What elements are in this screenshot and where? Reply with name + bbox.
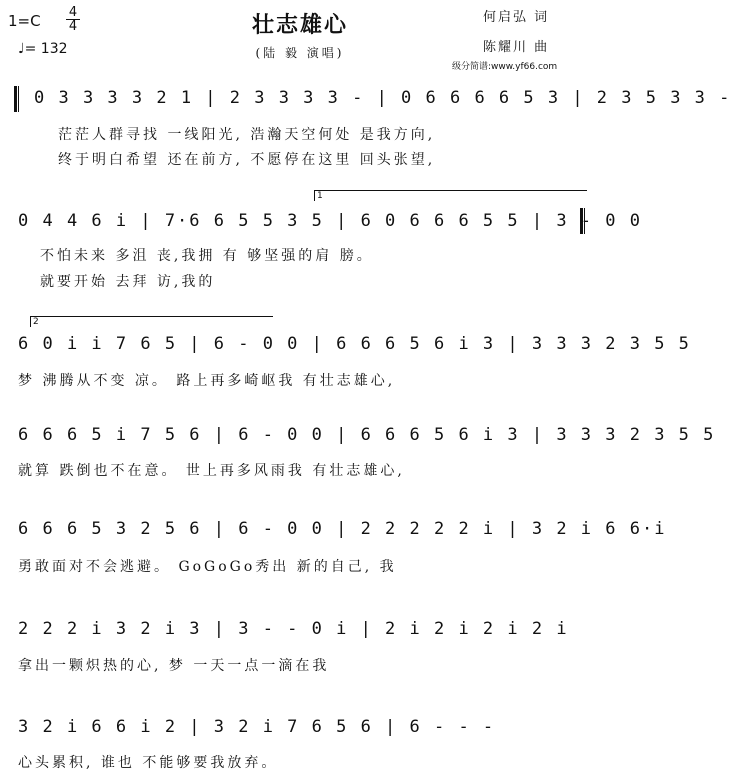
volta-2: 2 <box>30 316 273 327</box>
key-signature: 1=C <box>8 12 41 30</box>
lyric-line-2b: 就要开始 去拜 访,我的 <box>40 274 216 290</box>
lyric-line-1b: 终于明白希望 还在前方, 不愿停在这里 回头张望, <box>58 152 436 168</box>
lyric-line-6: 拿出一颗炽热的心, 梦 一天一点一滴在我 <box>18 658 330 674</box>
start-repeat-bar <box>14 86 19 112</box>
notation-line-6: 2 2 2 i 3 2 i 3 | 3 - - 0 i | 2 i 2 i 2 i 2 i <box>18 619 569 639</box>
tempo-marking: ♩= 132 <box>18 41 68 57</box>
lyric-line-3: 梦 沸腾从不变 凉。 路上再多崎岖我 有壮志雄心, <box>18 373 396 389</box>
meter-top: 4 <box>68 5 78 20</box>
notation-line-1: 0 3 3 3 3 2 1 | 2 3 3 3 3 - | 0 6 6 6 6 5 3 | 2 3 5 3 3 - <box>34 88 731 108</box>
notation-line-4: 6 6 6 5 i 7 5 6 | 6 - 0 0 | 6 6 6 5 6 i 3 | 3 3 3 2 3 5 5 <box>18 425 716 445</box>
lyric-line-7: 心头累积, 谁也 不能够要我放弃。 <box>18 755 279 771</box>
lyric-line-1a: 茫茫人群寻找 一线阳光, 浩瀚天空何处 是我方向, <box>58 127 436 143</box>
meter-bottom: 4 <box>66 19 80 33</box>
notation-line-3: 6 0 i i 7 6 5 | 6 - 0 0 | 6 6 6 5 6 i 3 | 3 3 3 2 3 5 5 <box>18 334 691 354</box>
lyric-line-5: 勇敢面对不会逃避。 GoGoGo秀出 新的自己, 我 <box>18 559 397 575</box>
volta-1: 1 <box>314 190 587 201</box>
notation-line-7: 3 2 i 6 6 i 2 | 3 2 i 7 6 5 6 | 6 - - - <box>18 717 496 737</box>
song-title: 壮志雄心 <box>251 12 348 38</box>
website-watermark: 级分简谱:www.yf66.com <box>452 62 558 72</box>
notation-line-2: 0 4 4 6 i | 7·6 6 5 5 3 5 | 6 0 6 6 6 5 5 | 3 - 0 0 <box>18 211 642 231</box>
singer-credit: (陆 毅 演唱) <box>255 46 345 60</box>
lyricist-credit: 何启弘 词 <box>483 10 550 25</box>
notation-line-5: 6 6 6 5 3 2 5 6 | 6 - 0 0 | 2 2 2 2 2 i | 3 2 i 6 6·i <box>18 519 667 539</box>
composer-credit: 陈耀川 曲 <box>483 40 550 55</box>
lyric-line-2a: 不怕未来 多沮 丧,我拥 有 够坚强的肩 膀。 <box>40 248 374 264</box>
end-repeat-bar <box>580 208 585 234</box>
lyric-line-4: 就算 跌倒也不在意。 世上再多风雨我 有壮志雄心, <box>18 463 405 479</box>
